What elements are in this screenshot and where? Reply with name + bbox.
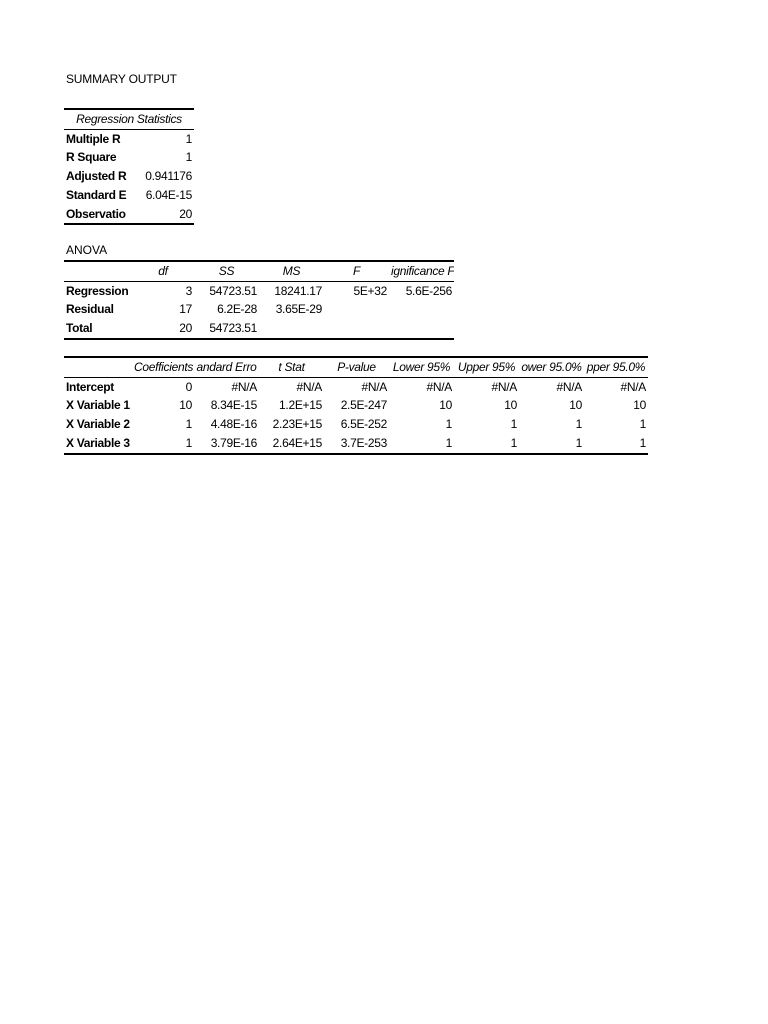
stat-label: Adjusted R — [66, 169, 127, 184]
column-header: df — [132, 261, 194, 281]
column-header: Lower 95% — [389, 357, 454, 377]
column-header: Coefficients — [132, 357, 194, 377]
table-cell: 10 — [439, 398, 452, 413]
stat-label: Standard E — [66, 187, 127, 202]
regression-statistics-header: Regression Statistics — [64, 109, 194, 129]
table-cell: #N/A — [361, 379, 387, 394]
table-header-row — [64, 357, 648, 377]
table-cell: #N/A — [556, 379, 582, 394]
row-label: X Variable 1 — [66, 398, 130, 413]
column-header: pper 95.0% — [584, 357, 648, 377]
table-cell: #N/A — [231, 379, 257, 394]
column-header — [64, 357, 132, 377]
table-cell — [324, 300, 389, 319]
table-cell: 5.6E-256 — [405, 283, 452, 298]
table-row — [64, 319, 454, 339]
table-cell: #N/A — [620, 379, 646, 394]
table-row — [64, 377, 648, 396]
column-header: MS — [259, 261, 324, 281]
stat-label: Multiple R — [66, 131, 121, 146]
regression-statistics-table — [64, 108, 194, 225]
table-cell: 10 — [569, 398, 582, 413]
table-cell: 1 — [510, 417, 517, 432]
table-cell: 17 — [179, 302, 192, 317]
table-cell: #N/A — [296, 379, 322, 394]
table-cell: 2.64E+15 — [259, 434, 324, 454]
table-header-row — [64, 261, 454, 281]
table-cell: 10 — [504, 398, 517, 413]
column-header: t Stat — [259, 357, 324, 377]
table-row — [64, 186, 194, 205]
table-cell: 3 — [185, 283, 192, 298]
column-header: P-value — [324, 357, 389, 377]
column-header: andard Erro — [194, 357, 259, 377]
table-cell: 1 — [639, 417, 646, 432]
row-label: X Variable 3 — [64, 434, 132, 454]
column-header — [64, 261, 132, 281]
table-row — [64, 129, 194, 148]
table-cell: 1.2E+15 — [279, 398, 322, 413]
table-cell: 1 — [132, 434, 194, 454]
table-row — [64, 281, 454, 300]
table-cell — [389, 300, 454, 319]
summary-output-title: SUMMARY OUTPUT — [66, 72, 177, 86]
table-cell: 10 — [179, 398, 192, 413]
table-cell: 6.2E-28 — [217, 302, 257, 317]
table-cell — [259, 319, 324, 339]
table-cell: 3.7E-253 — [324, 434, 389, 454]
table-cell: #N/A — [491, 379, 517, 394]
table-cell: 1 — [454, 434, 519, 454]
table-row — [64, 300, 454, 319]
table-row — [64, 148, 194, 167]
row-label: Intercept — [66, 379, 114, 394]
table-row — [64, 167, 194, 186]
anova-table — [64, 260, 454, 340]
table-cell: 54723.51 — [194, 319, 259, 339]
stat-value: 0.941176 — [145, 169, 192, 184]
column-header: ower 95.0% — [519, 357, 584, 377]
table-cell: 0 — [185, 379, 192, 394]
table-cell — [389, 319, 454, 339]
stat-label: R Square — [66, 150, 117, 165]
row-label: Total — [64, 319, 132, 339]
table-row — [64, 415, 648, 434]
table-cell: 5E+32 — [353, 283, 387, 298]
stat-value: 1 — [185, 131, 192, 146]
row-label: X Variable 2 — [66, 417, 130, 432]
table-cell: 1 — [575, 417, 582, 432]
column-header: F — [324, 261, 389, 281]
column-header: SS — [194, 261, 259, 281]
table-cell: #N/A — [426, 379, 452, 394]
table-cell: 1 — [519, 434, 584, 454]
table-cell: 20 — [132, 319, 194, 339]
stat-value: 20 — [132, 205, 194, 225]
table-cell: 3.65E-29 — [275, 302, 322, 317]
table-cell: 8.34E-15 — [210, 398, 257, 413]
table-cell: 6.5E-252 — [340, 417, 387, 432]
table-cell: 1 — [389, 434, 454, 454]
table-cell: 1 — [185, 417, 192, 432]
table-cell: 1 — [445, 417, 452, 432]
table-cell: 54723.51 — [209, 283, 257, 298]
stat-value: 1 — [185, 150, 192, 165]
table-cell: 10 — [633, 398, 646, 413]
table-cell: 3.79E-16 — [194, 434, 259, 454]
stat-label: Observatio — [64, 205, 132, 225]
table-cell — [324, 319, 389, 339]
table-cell: 2.23E+15 — [272, 417, 322, 432]
row-label: Residual — [66, 302, 114, 317]
table-row — [64, 434, 648, 454]
table-row — [64, 396, 648, 415]
table-cell: 18241.17 — [274, 283, 322, 298]
row-label: Regression — [66, 283, 129, 298]
coefficients-table — [64, 356, 648, 455]
table-cell: 4.48E-16 — [210, 417, 257, 432]
stat-value: 6.04E-15 — [145, 187, 192, 202]
table-row — [64, 205, 194, 225]
table-cell: 1 — [584, 434, 648, 454]
column-header: Upper 95% — [454, 357, 519, 377]
anova-title: ANOVA — [66, 243, 108, 257]
column-header: ignificance F — [389, 261, 454, 281]
table-cell: 2.5E-247 — [340, 398, 387, 413]
